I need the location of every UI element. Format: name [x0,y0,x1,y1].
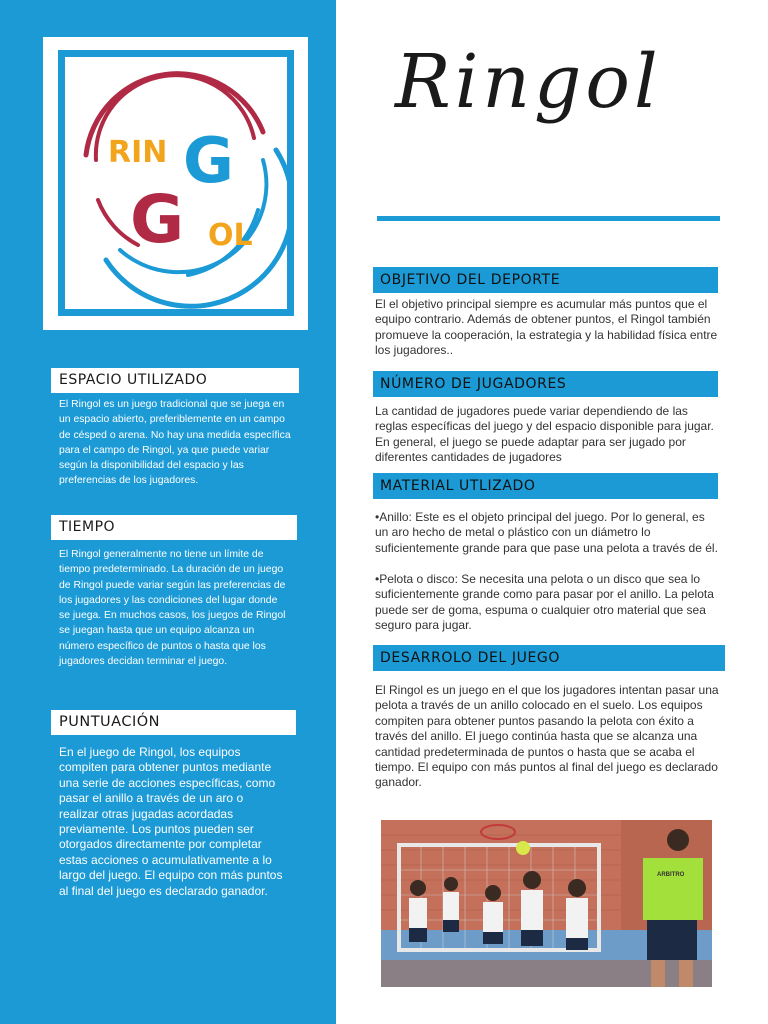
material-item-pelota: •Pelota o disco: Se necesita una pelota o un disco que sea lo suficientemente grande como para pasar por el anillo. La pelota puede ser de goma, espuma o cualquier otro material que sea seguro para jugar. [375,572,714,633]
logo-text-g-blue: G [183,124,234,197]
referee-shirt-text: ARBITRO [657,872,685,878]
numero-text: La cantidad de jugadores puede variar dependiendo de las reglas específicas del juego y del espacio disponible para jugar. En general, el juego se puede adaptar para ser jugado por diferentes cantidades de jugadores [375,404,714,465]
tiempo-heading: TIEMPO [51,515,297,540]
objetivo-text: El el objetivo principal siempre es acumular más puntos que el equipo contrario. Además de obtener puntos, el Ringol también promueve la cooperación, la estrategia y la habilidad física entre los jugadores.. [375,297,718,358]
puntuacion-heading: PUNTUACIÓN [51,710,296,735]
desarrollo-text: El Ringol es un juego en el que los jugadores intentan pasar una pelota a través de un anillo colocado en el suelo. Los equipos compiten para obtener puntos pasando la pelota con éxito a través del anillo. El juego continúa hasta que se alcanza una cantidad predeterminada de puntos o hasta que se acaba el tiempo. El equipo con más puntos al final del juego es declarado ganador. [375,683,719,790]
tiempo-text: El Ringol generalmente no tiene un límite de tiempo predeterminado. La duración de un juego de Ringol puede variar según las preferencias de los jugadores y las condiciones del lugar donde se juega. En muchos casos, los juegos de Ringol se juegan hasta que un equipo alcanza un número específico de puntos o hasta que los jugadores decidan terminar el juego. [59,549,286,668]
page-title: Ringol [395,39,662,125]
logo-text-g-red: G [130,181,185,258]
numero-heading: NÚMERO DE JUGADORES [373,371,718,397]
logo-text-rin: RIN [108,135,168,170]
espacio-text: El Ringol es un juego tradicional que se juega en un espacio abierto, preferiblemente en un campo de césped o arena. No hay una medida específica para el campo de Ringol, ya que puede variar según la disponibilidad del espacio y las preferencias de los jugadores. [59,399,291,487]
game-photo-illustration [381,820,712,987]
title-underline [377,216,720,221]
espacio-heading: ESPACIO UTILIZADO [51,368,299,393]
material-item-anillo: •Anillo: Este es el objeto principal del juego. Por lo general, es un aro hecho de metal o plástico con un diámetro lo suficientemente grande para que pase una pelota a través de él. [375,510,718,555]
ringol-logo [58,50,294,316]
desarrollo-heading: DESARROLO DEL JUEGO [373,645,725,671]
logo-text-ol: OL [208,218,253,253]
game-photo [381,820,712,987]
objetivo-heading: OBJETIVO DEL DEPORTE [373,267,718,293]
material-heading: MATERIAL UTLIZADO [373,473,718,499]
puntuacion-text: En el juego de Ringol, los equipos compiten para obtener puntos mediante una serie de acciones específicas, como pasar el anillo a través de un aro o realizar otras jugadas acordadas previamente. Los puntos pueden ser otorgados directamente por completar estas acciones o acumulativamente a lo largo del juego. El equipo con más puntos al final del juego es declarado ganador. [59,745,283,898]
